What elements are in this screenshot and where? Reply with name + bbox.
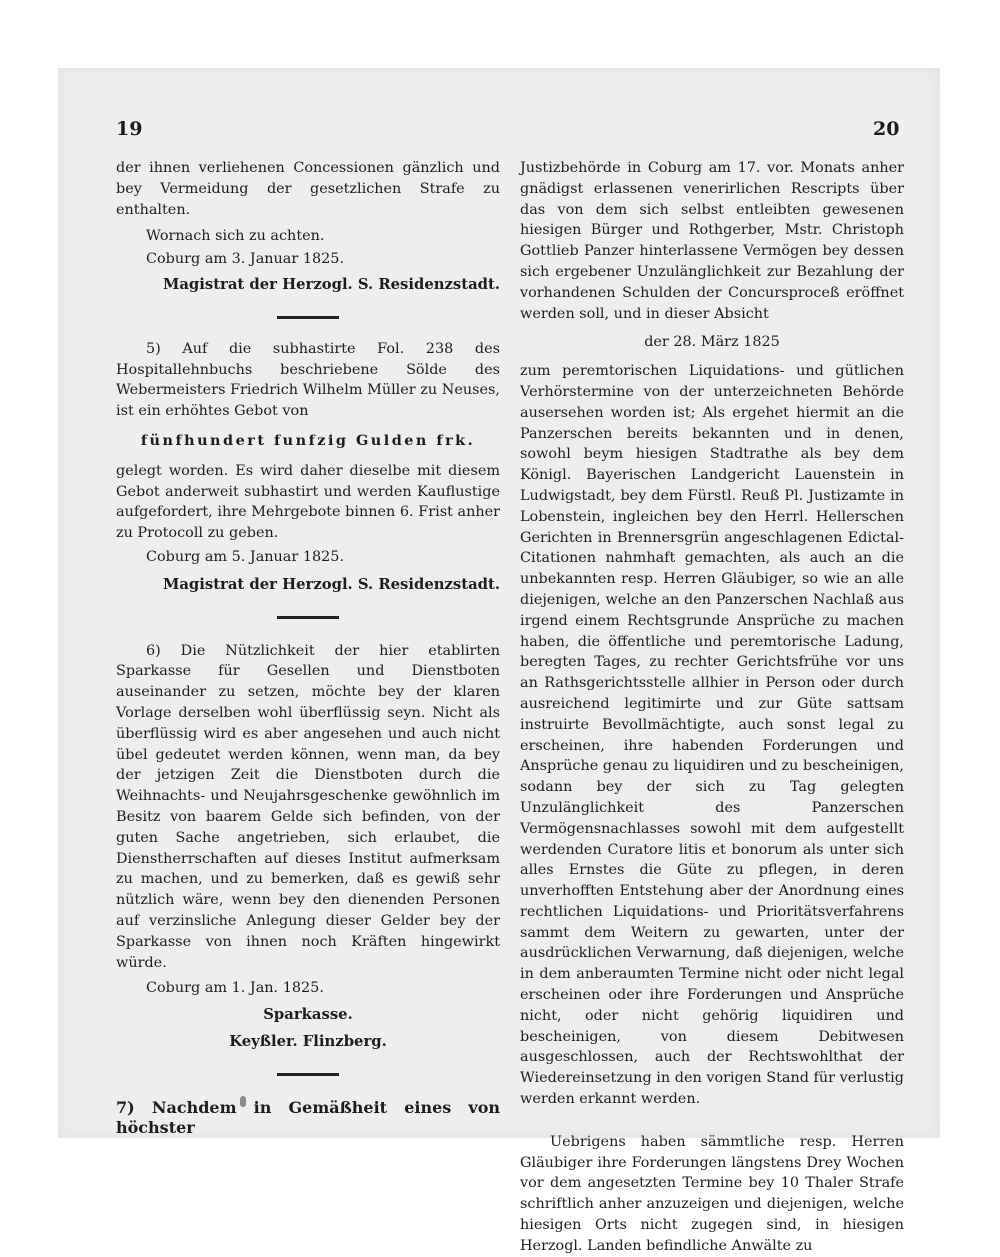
signature-magistrat: Magistrat der Herzogl. S. Residenzstadt. [162, 575, 500, 593]
citation-paragraph: Justizbehörde in Coburg am 17. vor. Monats anher gnädigst erlassenen venerirlichen Rescripts über das von dem sich selbst entleibten gewesenen hiesigen Bürger und Rothgerber, Mstr. Christoph Gottlieb Panzer hinterlassene Vermögen bey dessen sich ergebener Unzulänglichkeit zur Bezahlung der vorhandenen Schulden der Concursproceß eröffnet werden soll, und in dieser Absicht [520, 160, 904, 322]
date-line: Coburg am 5. Januar 1825. [146, 548, 345, 565]
section-rule [277, 1073, 339, 1076]
item-6-paragraph: 6) Die Nützlichkeit der hier etablirten Sparkasse für Gesellen und Dienstboten auseinander zu setzen, möchte bey der klaren Vorlage derselben wohl überflüssig seyn. Nicht als überflüssig wird es aber angesehen und auch nicht übel gedeutet werden können, wenn man, da bey der jetzigen Zeit die Dienstboten durch die Weihnachts- und Neujahrsgeschenke gewöhnlich im Besitz von baarem Gelde sich befinden, von der guten Sache angetrieben, sich erlaubet, die Dienstherrschaften auf dieses Institut aufmerksam zu machen, und zu bemerken, daß es gewiß sehr nützlich wäre, wenn bey den dienenden Personen auf verzinsliche Anlegung dieser Gelder bey der Sparkasse von ihnen noch Kräften hingewirkt würde. [116, 642, 500, 971]
item-7-start: 7) Nachdem in Gemäßheit eines von höchster [116, 1097, 500, 1138]
section-rule [277, 316, 339, 319]
item-5-paragraph: 5) Auf die subhastirte Fol. 238 des Hospitallehnbuchs beschriebene Sölde des Webermeisters Friedrich Wilhelm Müller zu Neuses, ist ein erhöhtes Gebot von [116, 340, 500, 420]
signature-magistrat: Magistrat der Herzogl. S. Residenzstadt. [162, 275, 500, 293]
bid-amount: fünfhundert funfzig Gulden frk. [140, 431, 476, 449]
date-line: Coburg am 1. Jan. 1825. [146, 980, 324, 997]
intro-paragraph: der ihnen verliehenen Concessionen gänzlich und bey Vermeidung der gesetzlichen Strafe zu enthalten. [116, 160, 500, 218]
summons-paragraph: zum peremtorischen Liquidations- und gütlichen Verhörstermine von der unterzeichneten Behörde ausersehen worden ist; Als ergehet hiermit an die Panzerschen bereits bekannten und in denen, sowohl beym hiesigen Stadtrathe als bey dem Königl. Bayerischen Landgericht Lauenstein in Ludwigstadt, bey dem Fürstl. Reuß Pl. Justizamte in Lobenstein, ingleichen bey den Herrl. Hellerschen Gerichten in Brennersgrün angeschlagenen Edictal-Citationen nahmhaft gemachten, als auch an die unbekannten resp. Herren Gläubiger, so wie an alle diejenigen, welche an den Panzerschen Nachlaß aus irgend einem Rechtsgrunde Ansprüche zu machen haben, die öffentliche und peremtorische Ladung, beregten Tages, zu rechter Gerichtsfrühe vor uns an Rathsgerichtsstelle allhier in Person oder durch ausreichend legitimirte und zur Güte sattsam instruirte Bevollmächtigte, auch sonst legal zu erscheinen, ihre habenden Forderungen und Ansprüche genau zu liquidiren und zu bescheinigen, sodann bey der sich zu Tag gelegten Unzulänglichkeit des Panzerschen Vermögensnachlasses sowohl mit dem aufgestellt werdenden Curatore litis et bonorum als unter sich alles Ernstes die Güte zu pflegen, in deren unverhofften Entstehung aber der Anordnung eines rechtlichen Liquidations- und Prioritätsverfahrens sammt dem Weitern zu gewarten, unter der ausdrücklichen Verwarnung, daß diejenigen, welche in dem anberaumten Termine nicht oder nicht legal erscheinen oder ihre Forderungen und Ansprüche nicht, oder nicht gehörig liquidiren und bescheinigen, von diesem Debitwesen ausgeschlossen, auch der Rechtswohlthat der Wiedereinsetzung in den vorigen Stand für verlustig werden erkannt werden. [520, 363, 904, 1108]
page-number-left: 19 [116, 118, 143, 140]
item-5-continued: gelegt worden. Es wird daher dieselbe mit diesem Gebot anderweit subhastirt und werden Kauflustige aufgefordert, ihre Mehrgebote binnen 6. Frist anher zu Protocoll zu geben. [116, 462, 500, 542]
section-rule [277, 616, 339, 619]
right-column [520, 158, 904, 1257]
date-line: Coburg am 3. Januar 1825. [146, 251, 345, 268]
signature-names: Keyßler. Flinzberg. [229, 1032, 387, 1050]
instruction-note: Wornach sich zu achten. [146, 228, 325, 245]
closing-paragraph: Uebrigens haben sämmtliche resp. Herren Gläubiger ihre Forderungen längstens Drey Wochen vor dem angesetzten Termine bey 10 Thaler Strafe schriftlich anher anzuzeigen und diejenigen, welche hiesigen Orts nicht zugegen sind, in hiesigen Herzogl. Landen befindliche Anwälte zu [520, 1133, 904, 1254]
term-date: der 28. März 1825 [644, 334, 780, 351]
signature-sparkasse: Sparkasse. [263, 1006, 353, 1024]
left-column [116, 158, 500, 1139]
page-number-right: 20 [873, 118, 900, 140]
